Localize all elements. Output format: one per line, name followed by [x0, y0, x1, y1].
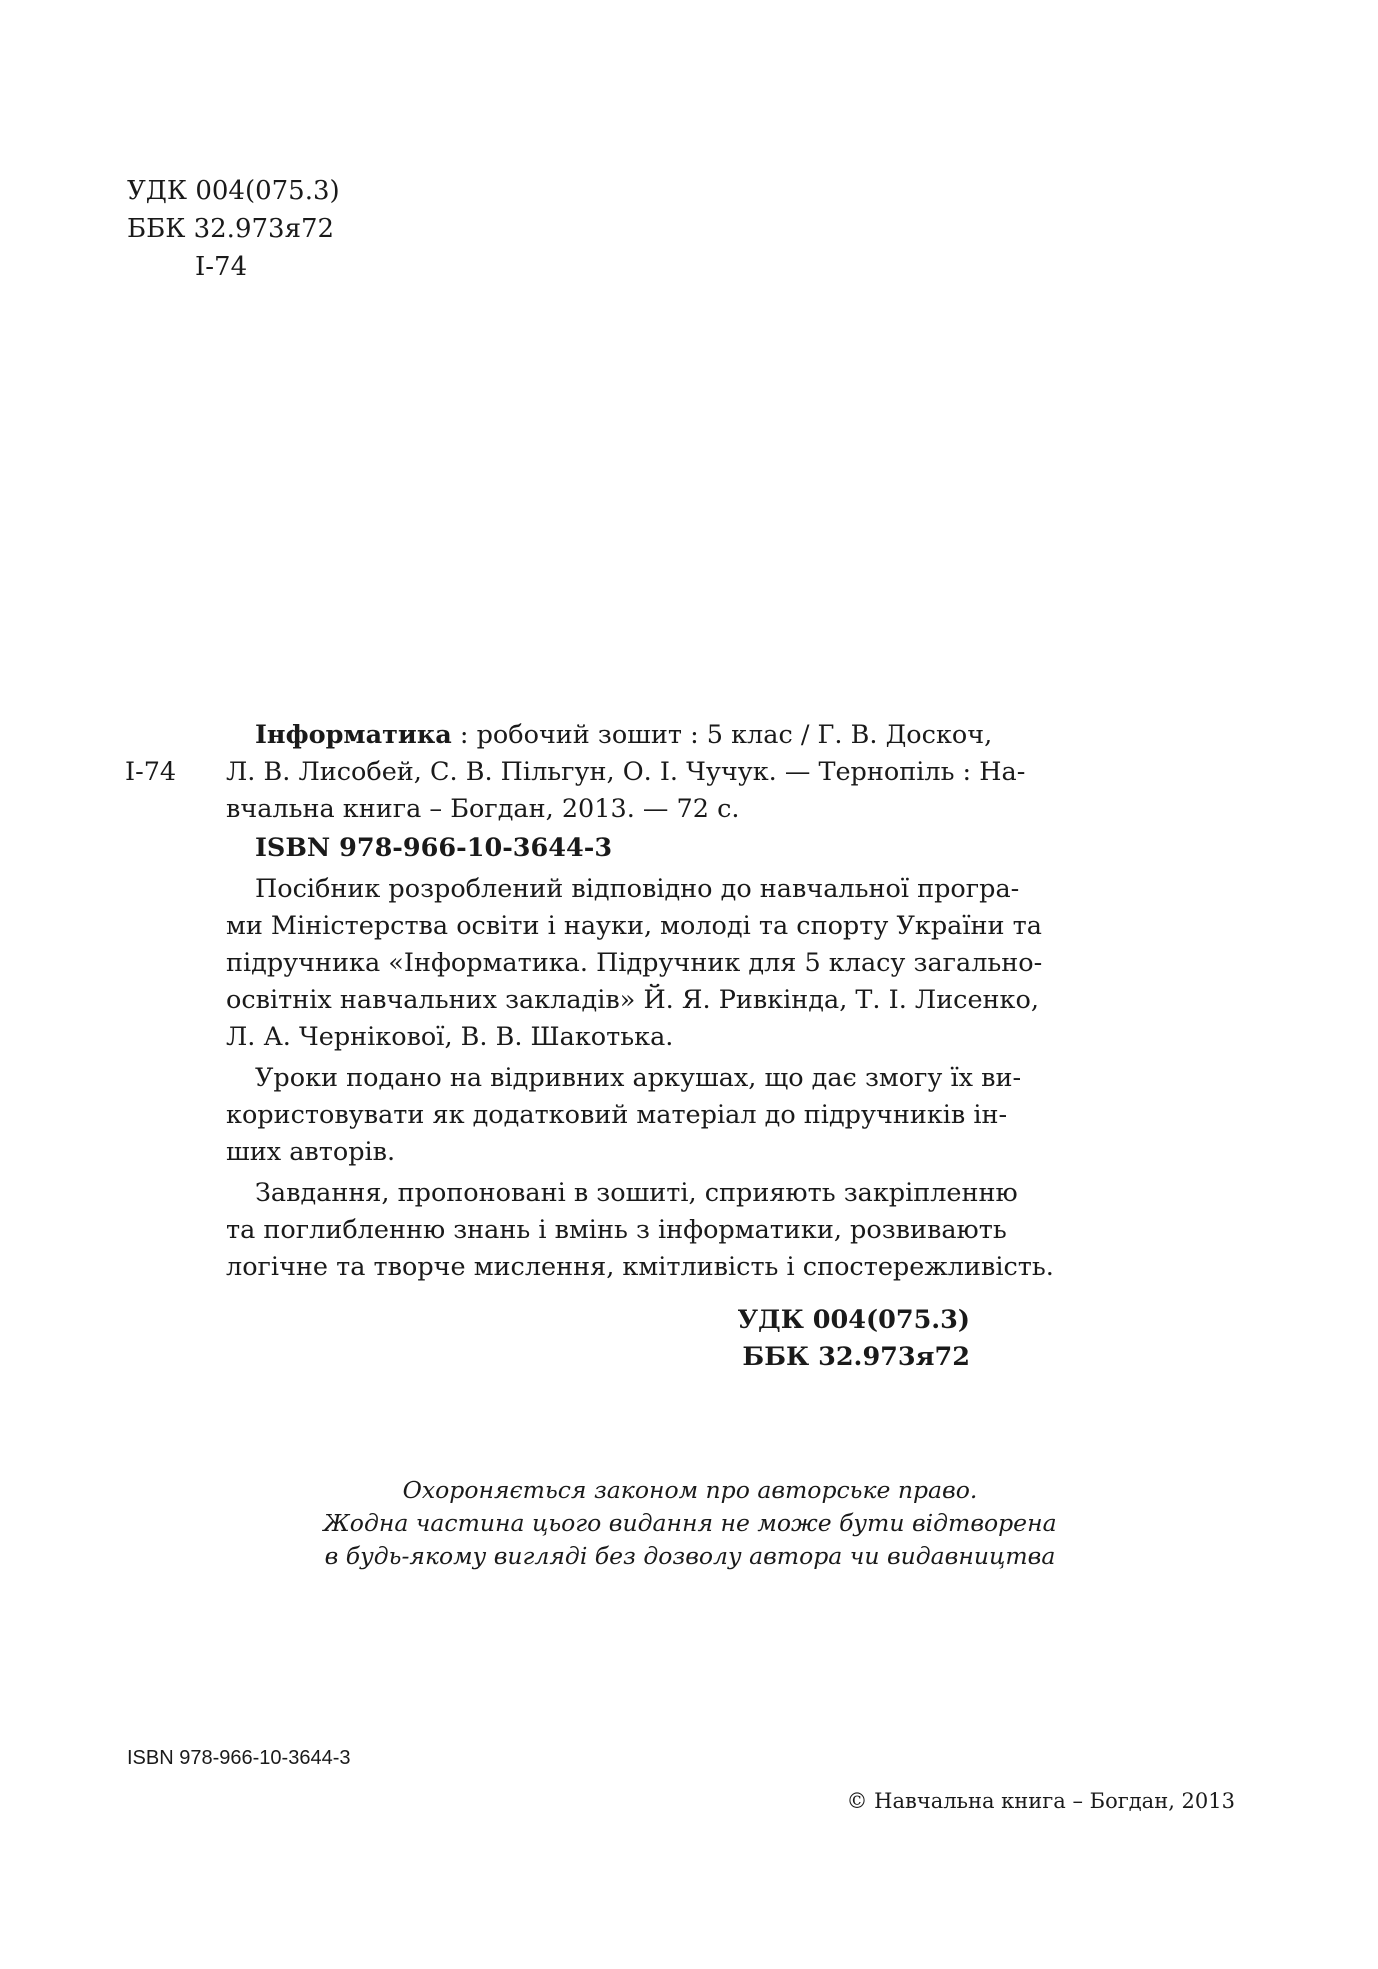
book-title: Інформатика — [255, 720, 452, 750]
catalog-author-code: І-74 — [125, 757, 177, 787]
footer-isbn: ISBN 978-966-10-3644-3 — [127, 1747, 351, 1769]
annotation-p3-line: Завдання, пропоновані в зошиті, сприяють закріпленню — [255, 1178, 1018, 1208]
annotation-p1-line: Посібник розроблений відповідно до навчальної програ- — [255, 874, 1020, 904]
annotation-p1-line: підручника «Інформатика. Підручник для 5 класу загально- — [226, 948, 1043, 978]
top-author-code: І-74 — [195, 252, 248, 282]
catalog-line-1-rest: : робочий зошит : 5 клас / Г. В. Доскоч, — [451, 720, 993, 750]
annotation-p1-line: освітніх навчальних закладів» Й. Я. Ривкінда, Т. І. Лисенко, — [226, 985, 1039, 1015]
catalog-line-2-text: Л. В. Лисобей, С. В. Пільгун, О. І. Чучук. — Тернопіль : На- — [226, 757, 1026, 787]
annotation-paragraph-2 — [127, 1060, 1022, 1171]
annotation-p1-line: ми Міністерства освіти і науки, молоді та спорту України та — [226, 911, 1042, 941]
annotation-p2-line: користовувати як додатковий матеріал до підручників ін- — [226, 1100, 1008, 1130]
annotation-p3-line: та поглибленню знань і вмінь з інформатики, розвивають — [226, 1215, 1007, 1245]
top-udk-code: УДК 004(075.3) — [127, 176, 340, 206]
annotation-p3-line: логічне та творче мислення, кмітливість і спостережливість. — [226, 1252, 1054, 1282]
footer-copyright: © Навчальна книга – Богдан, 2013 — [846, 1789, 1235, 1813]
copyright-notice — [290, 1474, 1090, 1573]
catalog-card — [125, 717, 1054, 1376]
annotation-paragraph-3 — [127, 1175, 1054, 1286]
right-udk-code: УДК 004(075.3) — [737, 1305, 970, 1335]
copyright-notice-line: Жодна частина цього видання не може бути відтворена — [323, 1509, 1057, 1537]
annotation-p2-line: Уроки подано на відривних аркушах, що дає змогу їх ви- — [255, 1063, 1022, 1093]
right-bbk-code: ББК 32.973я72 — [742, 1342, 970, 1372]
catalog-line-3: вчальна книга – Богдан, 2013. — 72 с. — [226, 794, 740, 824]
annotation-paragraph-1 — [127, 871, 1043, 1056]
catalog-isbn: ISBN 978-966-10-3644-3 — [255, 833, 613, 863]
catalog-line-2 — [125, 754, 1026, 791]
catalog-line-1 — [127, 717, 993, 754]
annotation-p1-line: Л. А. Чернікової, В. В. Шакотька. — [226, 1022, 674, 1052]
copyright-notice-line: в будь-якому вигляді без дозволу автора чи видавництва — [324, 1542, 1056, 1570]
top-bbk-code: ББК 32.973я72 — [127, 214, 335, 244]
copyright-notice-line: Охороняється законом про авторське право. — [402, 1476, 978, 1504]
classification-right — [127, 1302, 970, 1376]
top-classification-codes — [127, 172, 340, 286]
annotation-p2-line: ших авторів. — [226, 1137, 396, 1167]
